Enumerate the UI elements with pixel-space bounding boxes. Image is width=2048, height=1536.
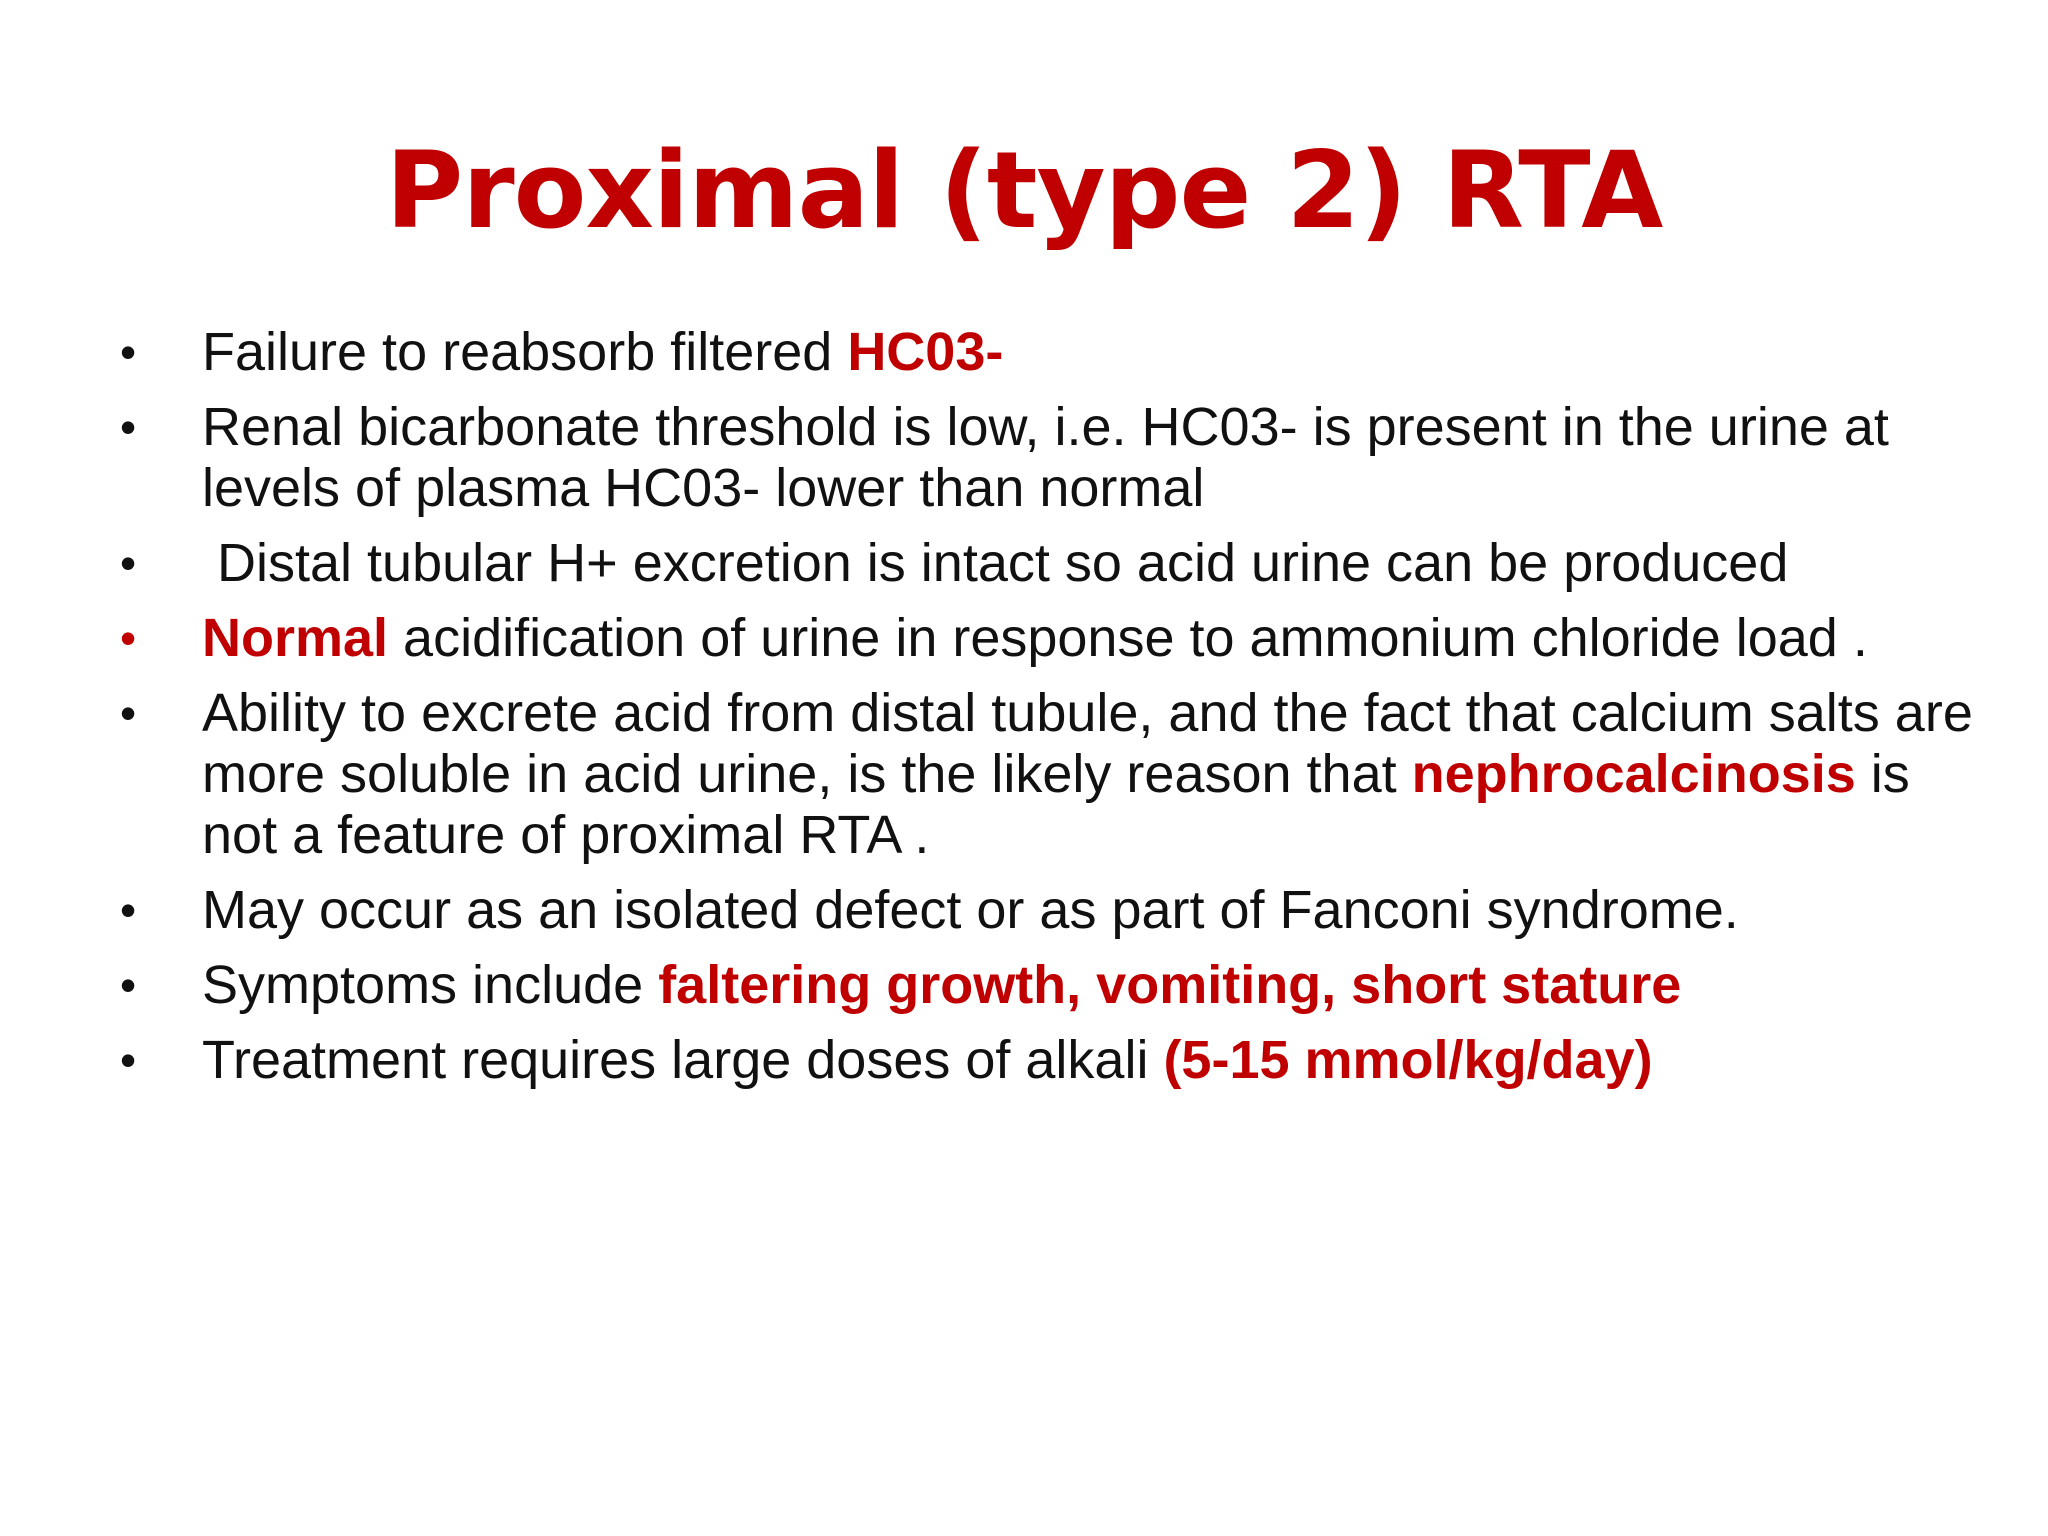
bullet-text-part: is not a feature of proximal RTA . xyxy=(202,744,1910,865)
bullet-highlight: (5-15 mmol/kg/day) xyxy=(1163,1030,1653,1090)
bullet-item xyxy=(120,955,1980,1016)
bullet-dot-icon: • xyxy=(120,884,137,936)
slide-title: Proximal (type 2) RTA xyxy=(385,129,1663,252)
bullet-text-part: Treatment requires large doses of alkali xyxy=(202,1030,1164,1090)
bullet-dot-icon: • xyxy=(120,326,137,378)
bullet-item xyxy=(120,608,1980,669)
bullet-list xyxy=(120,322,1980,1105)
bullet-highlight: Normal xyxy=(202,608,389,668)
bullet-text-part: Symptoms include xyxy=(202,955,659,1015)
bullet-highlight: HC03- xyxy=(847,322,1004,382)
bullet-text-part: Distal tubular H+ excretion is intact so acid urine can be produced xyxy=(202,533,1789,593)
bullet-text-part: Renal bicarbonate threshold is low, i.e. HC03- is present in the urine at levels of plasma HC03- lower than normal xyxy=(202,397,1889,518)
bullet-text-part: acidification of urine in response to ammonium chloride load . xyxy=(388,608,1868,668)
bullet-item xyxy=(120,397,1980,519)
bullet-dot-icon: • xyxy=(120,959,137,1011)
bullet-dot-icon: • xyxy=(120,1034,137,1086)
bullet-text xyxy=(202,880,1739,940)
bullet-item xyxy=(120,880,1980,941)
bullet-text-part: Ability to excrete acid from distal tubule, and the fact that calcium salts are more soluble in acid urine, is the likely reason that xyxy=(202,683,1973,804)
bullet-text xyxy=(202,533,1788,593)
bullet-text-part: Failure to reabsorb filtered xyxy=(202,322,848,382)
bullet-dot-icon: • xyxy=(120,612,137,664)
bullet-text xyxy=(202,322,1003,382)
bullet-item xyxy=(120,1030,1980,1091)
bullet-item xyxy=(120,533,1980,594)
bullet-item xyxy=(120,322,1980,383)
bullet-highlight: faltering growth, vomiting, short stature xyxy=(658,955,1682,1015)
bullet-text xyxy=(202,608,1868,668)
bullet-item xyxy=(120,683,1980,866)
bullet-dot-icon: • xyxy=(120,537,137,589)
bullet-dot-icon: • xyxy=(120,401,137,453)
bullet-text xyxy=(202,683,1973,865)
bullet-text xyxy=(202,397,1889,518)
bullet-text xyxy=(202,955,1681,1015)
bullet-highlight: nephrocalcinosis xyxy=(1411,744,1856,804)
bullet-text xyxy=(202,1030,1653,1090)
bullet-text-part: May occur as an isolated defect or as part of Fanconi syndrome. xyxy=(202,880,1739,940)
bullet-dot-icon: • xyxy=(120,687,137,739)
